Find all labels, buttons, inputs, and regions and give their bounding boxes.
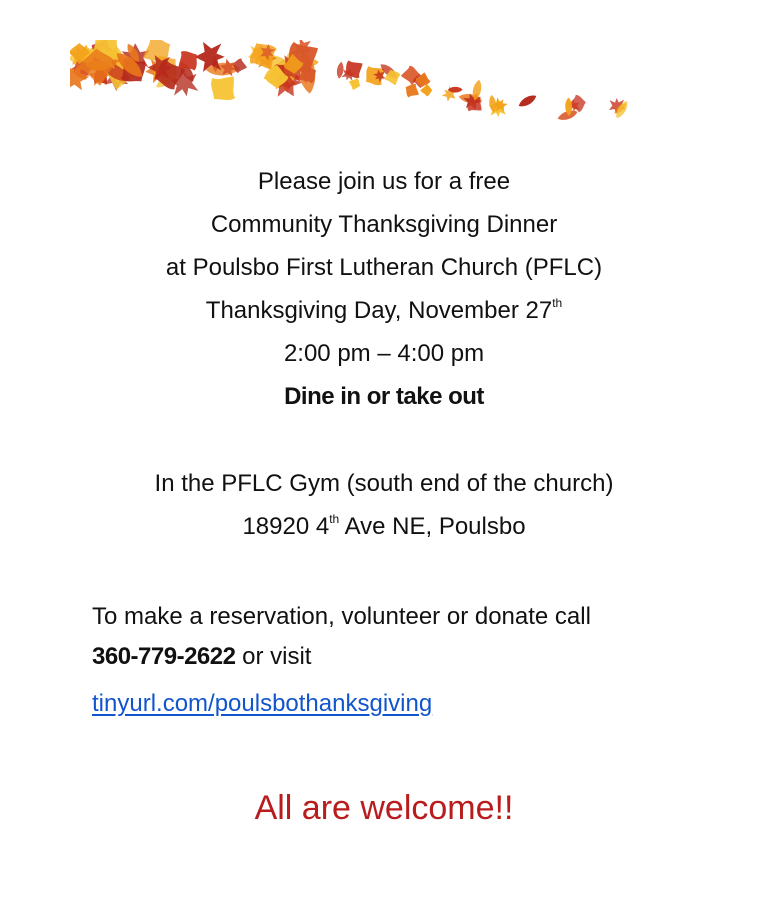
address-line (0, 512, 768, 545)
leaf-shape (340, 55, 368, 83)
leaf-shape (347, 76, 363, 92)
welcome-message: All are welcome!! (254, 789, 514, 827)
leaf-shape (517, 93, 538, 110)
address-ordinal: th (329, 512, 340, 526)
time-line: 2:00 pm – 4:00 pm (283, 340, 485, 367)
phone-line (92, 642, 311, 672)
website-line (92, 689, 432, 719)
website-link[interactable]: tinyurl.com/poulsbothanksgiving (92, 690, 433, 717)
contact-line: To make a reservation, volunteer or donate call (92, 603, 591, 630)
venue-line: at Poulsbo First Lutheran Church (PFLC) (165, 254, 603, 281)
date-text: Thanksgiving Day, November 27 (205, 297, 553, 324)
invite-line: Please join us for a free (257, 168, 511, 195)
location-line: In the PFLC Gym (south end of the church) (154, 470, 614, 497)
address-number: 18920 4 (242, 513, 330, 540)
autumn-leaves-icon (70, 40, 670, 150)
dine-option: Dine in or take out (284, 383, 484, 410)
date-ordinal: th (552, 296, 563, 310)
address-street: Ave NE, Poulsbo (339, 513, 526, 540)
date-line (0, 296, 768, 329)
visit-text: or visit (235, 643, 312, 670)
phone-number: 360-779-2622 (92, 643, 236, 670)
event-title: Community Thanksgiving Dinner (210, 211, 558, 238)
